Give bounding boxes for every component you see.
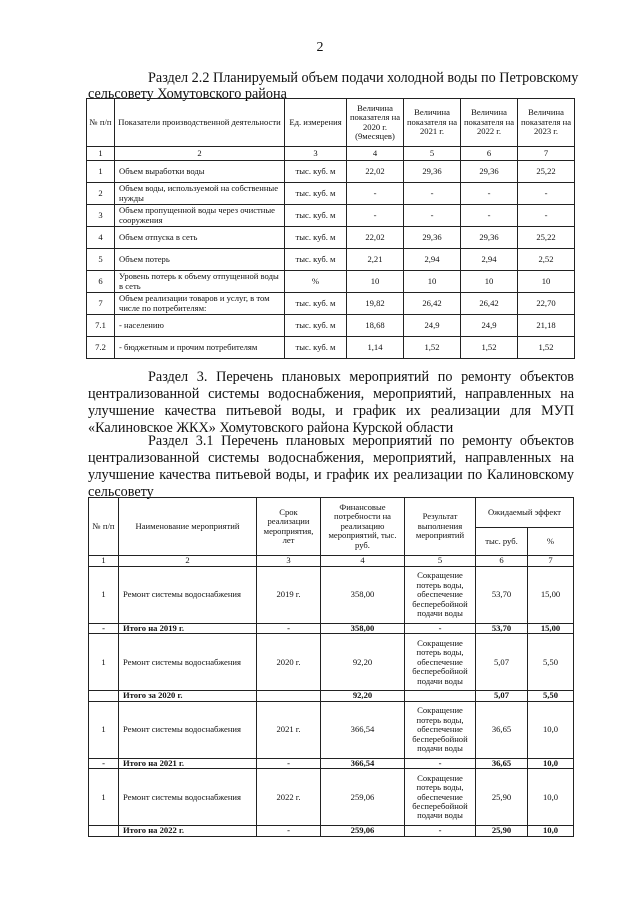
row-2021: 10 xyxy=(404,271,461,293)
table-row xyxy=(89,634,574,691)
total-finance: 259,06 xyxy=(321,826,405,836)
header-effect-rub: тыс. руб. xyxy=(476,528,528,556)
row-2023: 22,70 xyxy=(518,293,575,315)
table-header-row xyxy=(87,99,575,147)
row-unit: тыс. куб. м xyxy=(285,183,347,205)
header-2020: Величина показателя на 2020 г. (9месяцев) xyxy=(347,99,404,147)
row-num: 3 xyxy=(87,205,115,227)
total-rub: 36,65 xyxy=(476,758,528,768)
column-number-row xyxy=(87,147,575,161)
row-num: 2 xyxy=(87,183,115,205)
row-unit: тыс. куб. м xyxy=(285,337,347,359)
header-unit: Ед. измерения xyxy=(285,99,347,147)
row-finance: 92,20 xyxy=(321,634,405,691)
row-num: 1 xyxy=(87,161,115,183)
row-2022: - xyxy=(461,205,518,227)
header-2022: Величина показателя на 2022 г. xyxy=(461,99,518,147)
total-rub: 5,07 xyxy=(476,691,528,701)
table-row xyxy=(89,769,574,826)
total-pct: 10,0 xyxy=(528,826,574,836)
row-term: 2020 г. xyxy=(257,634,321,691)
total-row xyxy=(89,826,574,836)
row-2020: 1,14 xyxy=(347,337,404,359)
table-row xyxy=(89,567,574,624)
row-name: Ремонт системы водоснабжения xyxy=(119,701,257,758)
row-rub: 53,70 xyxy=(476,567,528,624)
section-2-2-heading-line2: сельсовету Хомутовского района xyxy=(88,86,287,102)
section-3-1-heading: Раздел 3.1 Перечень плановых мероприятий по ремонту объектов централизованной системы водоснабжения, мероприятий, направленных на улучшение качества питьевой воды, и график их реализации по Калиновскому сельсовету xyxy=(88,433,574,500)
row-num: 1 xyxy=(89,567,119,624)
row-2022: 29,36 xyxy=(461,227,518,249)
row-2021: 29,36 xyxy=(404,227,461,249)
row-2023: 21,18 xyxy=(518,315,575,337)
row-unit: тыс. куб. м xyxy=(285,315,347,337)
table-header-row xyxy=(89,498,574,528)
row-2022: 29,36 xyxy=(461,161,518,183)
row-name: Ремонт системы водоснабжения xyxy=(119,634,257,691)
header-2023: Величина показателя на 2023 г. xyxy=(518,99,575,147)
row-finance: 366,54 xyxy=(321,701,405,758)
row-name: Объем отпуска в сеть xyxy=(115,227,285,249)
row-2023: 25,22 xyxy=(518,161,575,183)
row-name: Уровень потерь к объему отпущенной воды в сеть xyxy=(115,271,285,293)
row-name: Объем выработки воды xyxy=(115,161,285,183)
col-number: 5 xyxy=(405,556,476,567)
col-number: 7 xyxy=(528,556,574,567)
row-num: 6 xyxy=(87,271,115,293)
row-2022: 10 xyxy=(461,271,518,293)
row-2020: - xyxy=(347,183,404,205)
col-number: 3 xyxy=(285,147,347,161)
row-name: Ремонт системы водоснабжения xyxy=(119,769,257,826)
row-2020: 10 xyxy=(347,271,404,293)
row-result: Сокращение потерь воды, обеспечение бесперебойной подачи воды xyxy=(405,634,476,691)
col-number: 2 xyxy=(115,147,285,161)
total-row xyxy=(89,624,574,634)
row-2021: 26,42 xyxy=(404,293,461,315)
total-pct: 5,50 xyxy=(528,691,574,701)
row-name: Ремонт системы водоснабжения xyxy=(119,567,257,624)
row-unit: тыс. куб. м xyxy=(285,293,347,315)
row-num: 7.2 xyxy=(87,337,115,359)
total-row xyxy=(89,758,574,768)
total-num xyxy=(89,691,119,701)
row-num: 5 xyxy=(87,249,115,271)
row-unit: % xyxy=(285,271,347,293)
total-name: Итого на 2021 г. xyxy=(119,758,257,768)
row-2022: 26,42 xyxy=(461,293,518,315)
row-name: - бюджетным и прочим потребителям xyxy=(115,337,285,359)
col-number: 5 xyxy=(404,147,461,161)
total-result xyxy=(405,691,476,701)
row-2020: 2,21 xyxy=(347,249,404,271)
row-2021: - xyxy=(404,183,461,205)
row-2020: 22,02 xyxy=(347,227,404,249)
row-num: 1 xyxy=(89,634,119,691)
col-number: 4 xyxy=(321,556,405,567)
row-2021: - xyxy=(404,205,461,227)
total-rub: 25,90 xyxy=(476,826,528,836)
row-term: 2021 г. xyxy=(257,701,321,758)
row-result: Сокращение потерь воды, обеспечение бесперебойной подачи воды xyxy=(405,567,476,624)
table-row xyxy=(87,293,575,315)
total-finance: 92,20 xyxy=(321,691,405,701)
row-2023: - xyxy=(518,205,575,227)
total-num: - xyxy=(89,624,119,634)
row-pct: 15,00 xyxy=(528,567,574,624)
header-effect-pct: % xyxy=(528,528,574,556)
row-2020: 22,02 xyxy=(347,161,404,183)
row-name: Объем потерь xyxy=(115,249,285,271)
total-result: - xyxy=(405,826,476,836)
row-2022: 1,52 xyxy=(461,337,518,359)
row-num: 7 xyxy=(87,293,115,315)
water-supply-table xyxy=(86,98,575,359)
row-name: Объем реализации товаров и услуг, в том числе по потребителям: xyxy=(115,293,285,315)
row-name: Объем воды, используемой на собственные нужды xyxy=(115,183,285,205)
header-result: Результат выполнения мероприятий xyxy=(405,498,476,556)
row-rub: 25,90 xyxy=(476,769,528,826)
row-rub: 5,07 xyxy=(476,634,528,691)
col-number: 7 xyxy=(518,147,575,161)
col-number: 3 xyxy=(257,556,321,567)
col-number: 1 xyxy=(89,556,119,567)
row-2023: - xyxy=(518,183,575,205)
table-row xyxy=(89,701,574,758)
table-row xyxy=(87,161,575,183)
section-2-2-heading-line1: Раздел 2.2 Планируемый объем подачи холодной воды по Петровскому xyxy=(148,70,579,86)
total-result: - xyxy=(405,624,476,634)
total-pct: 10,0 xyxy=(528,758,574,768)
table-row xyxy=(87,271,575,293)
header-effect: Ожидаемый эффект xyxy=(476,498,574,528)
page-number: 2 xyxy=(316,40,324,55)
column-number-row xyxy=(89,556,574,567)
row-unit: тыс. куб. м xyxy=(285,227,347,249)
col-number: 6 xyxy=(461,147,518,161)
row-2022: - xyxy=(461,183,518,205)
row-name: Объем пропущенной воды через очистные сооружения xyxy=(115,205,285,227)
row-2020: 19,82 xyxy=(347,293,404,315)
row-pct: 5,50 xyxy=(528,634,574,691)
row-unit: тыс. куб. м xyxy=(285,161,347,183)
row-term: 2019 г. xyxy=(257,567,321,624)
total-term: - xyxy=(257,624,321,634)
table-row xyxy=(87,205,575,227)
row-unit: тыс. куб. м xyxy=(285,205,347,227)
total-pct: 15,00 xyxy=(528,624,574,634)
col-number: 6 xyxy=(476,556,528,567)
table-row xyxy=(87,227,575,249)
row-result: Сокращение потерь воды, обеспечение бесперебойной подачи воды xyxy=(405,769,476,826)
total-term: - xyxy=(257,826,321,836)
row-rub: 36,65 xyxy=(476,701,528,758)
header-indicator: Показатели производственной деятельности xyxy=(115,99,285,147)
row-2022: 24,9 xyxy=(461,315,518,337)
total-rub: 53,70 xyxy=(476,624,528,634)
total-result: - xyxy=(405,758,476,768)
total-name: Итого на 2019 г. xyxy=(119,624,257,634)
row-pct: 10,0 xyxy=(528,769,574,826)
total-finance: 358,00 xyxy=(321,624,405,634)
table-row xyxy=(87,337,575,359)
total-term: - xyxy=(257,758,321,768)
total-term xyxy=(257,691,321,701)
col-number: 4 xyxy=(347,147,404,161)
row-2021: 2,94 xyxy=(404,249,461,271)
total-num: - xyxy=(89,758,119,768)
row-2023: 2,52 xyxy=(518,249,575,271)
row-num: 1 xyxy=(89,701,119,758)
repair-measures-table xyxy=(88,497,574,837)
row-finance: 259,06 xyxy=(321,769,405,826)
table-row xyxy=(87,315,575,337)
row-term: 2022 г. xyxy=(257,769,321,826)
row-2020: - xyxy=(347,205,404,227)
header-finance: Финансовые потребности на реализацию мероприятий, тыс. руб. xyxy=(321,498,405,556)
header-name: Наименование мероприятий xyxy=(119,498,257,556)
row-num: 4 xyxy=(87,227,115,249)
col-number: 1 xyxy=(87,147,115,161)
row-name: - населению xyxy=(115,315,285,337)
col-number: 2 xyxy=(119,556,257,567)
row-2021: 29,36 xyxy=(404,161,461,183)
total-num xyxy=(89,826,119,836)
row-2021: 1,52 xyxy=(404,337,461,359)
row-2023: 1,52 xyxy=(518,337,575,359)
row-pct: 10,0 xyxy=(528,701,574,758)
table-row xyxy=(87,249,575,271)
row-num: 1 xyxy=(89,769,119,826)
total-row xyxy=(89,691,574,701)
total-name: Итого за 2020 г. xyxy=(119,691,257,701)
total-finance: 366,54 xyxy=(321,758,405,768)
row-num: 7.1 xyxy=(87,315,115,337)
row-2022: 2,94 xyxy=(461,249,518,271)
row-2020: 18,68 xyxy=(347,315,404,337)
table-row xyxy=(87,183,575,205)
row-finance: 358,00 xyxy=(321,567,405,624)
header-num: № п/п xyxy=(87,99,115,147)
row-2023: 10 xyxy=(518,271,575,293)
row-unit: тыс. куб. м xyxy=(285,249,347,271)
header-num: № п/п xyxy=(89,498,119,556)
row-result: Сокращение потерь воды, обеспечение бесперебойной подачи воды xyxy=(405,701,476,758)
header-2021: Величина показателя на 2021 г. xyxy=(404,99,461,147)
row-2023: 25,22 xyxy=(518,227,575,249)
section-3-heading: Раздел 3. Перечень плановых мероприятий по ремонту объектов централизованной системы водоснабжения, мероприятий, направленных на улучшение качества питьевой воды, и график их реализации для МУП «Калиновское ЖКХ» Хомутовского района Курской области xyxy=(88,369,574,436)
total-name: Итого на 2022 г. xyxy=(119,826,257,836)
row-2021: 24,9 xyxy=(404,315,461,337)
header-term: Срок реализации мероприятия, лет xyxy=(257,498,321,556)
